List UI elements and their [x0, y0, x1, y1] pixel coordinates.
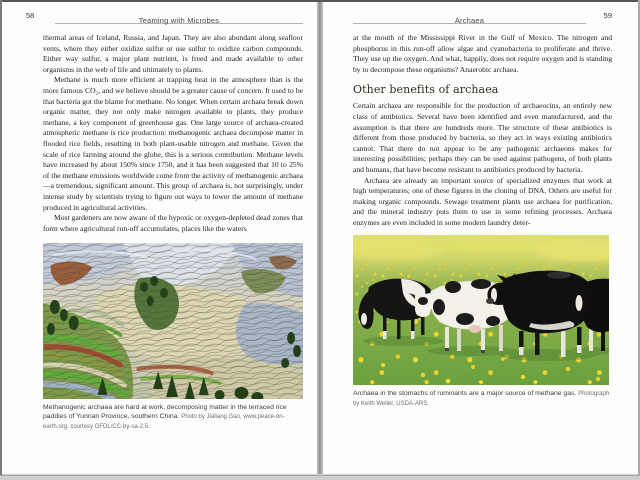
header-rule-right: [353, 10, 586, 24]
caption-text: Archaea in the stomachs of ruminants are a major source of methane gas.: [353, 389, 577, 397]
paragraph: Certain archaea are responsible for the production of archaeocins, an entirely new class of antibiotics. Several have been identified and even manufactured, and the assumption is that there are hundreds more. The structure of these antibiotics is different from those produced by bacteria, so they act in ways existing antibiotics cannot. That there do not appear to be any pathogenic archaeons makes for interesting possibilities; perhaps they can be used against pathogens, of both plants and humans, that have become resistant to antibiotics produced by bacteria.: [353, 101, 612, 174]
running-header-right: [353, 10, 612, 24]
caption-text: Methanogenic archaea are hard at work, decomposing matter in the terraced rice paddies of Yunnan Province, southern China.: [43, 404, 287, 421]
page-number-left: 58: [26, 11, 35, 20]
spread-bottom-edge: [0, 475, 640, 480]
paragraph: Most gardeners are now aware of the hypoxic or oxygen-depleted dead zones that form where agricultural run-off accumulates, places like the waters: [43, 213, 303, 233]
paragraph: at the mouth of the Mississippi River in the Gulf of Mexico. The nitrogen and phosphorus in this run-off allow algae and cyanobacteria to proliferate and thrive. They use up the oxygen. And what, happily, does not require oxygen and is standing by to decompose these organisms? Anaerobic archaea.: [353, 33, 612, 74]
figure-terraces: [43, 243, 303, 432]
header-rule-left: [55, 10, 303, 24]
running-head-title-left: Teaming with Microbes: [138, 16, 220, 25]
page-left: [2, 2, 317, 474]
terraced-rice-paddies-photo: [43, 243, 303, 399]
figure-cows: [353, 235, 612, 409]
page-right: [323, 2, 638, 474]
body-text-right: [353, 33, 612, 229]
cows-in-field-photo: [353, 235, 609, 385]
paragraph: thermal areas of Iceland, Russia, and Japan. They are also abundant along seafloor vents, where they either oxidize sulfur or use sulfur to oxidize carbon compounds. Either way sulfur, a major plant nutrient, is freed and made available to other organisms in the web of life and ultimately to plants.: [43, 33, 303, 74]
figure-caption-left: [43, 403, 303, 432]
page-number-right: 59: [603, 11, 612, 20]
figure-caption-right: [353, 389, 612, 409]
running-header-left: [26, 10, 303, 25]
caption-credit: Photograph by Keith Weller, USDA-ARS.: [353, 390, 610, 407]
paragraph: Methane is much more efficient at trapping heat in the atmosphere than is the more famous CO₂, and we believe should be a greater cause of concern. It used to be that bacteria got the blame for methane. No longer. When certain archaea break down organic matter, they not only make nitrogen available to plants, they produce methane, a key component of greenhouse gas. One large source of archaea-created atmospheric methane is rice production: methanogenic archaea decompose matter in flooded rice fields, resulting in both plant-usable nitrogen and methane. Given the scale of rice farming around the globe, this is a serious contribution. Methane levels have increased by about 150% since 1750, and it has been suggested that 10 to 25% of the methane emissions worldwide come from the activity of methanogenic archaea—a tremendous, significant amount. This group of archaea is, not surprisingly, under intense study by scientists trying to figure out ways to lower the amount of methane produced in agricultural activities.: [43, 75, 303, 212]
caption-credit: Photo by Jialiang Gao, www.peace-on-earth.org, courtesy GFDL/CC-by-sa-2.5.: [43, 414, 285, 431]
section-heading: Other benefits of archaea: [353, 83, 499, 97]
running-head-title-right: Archaea: [454, 16, 485, 25]
body-text-left: [43, 33, 303, 234]
paragraph: Archaea are already an important source of specialized enzymes that work at high temperatures; one of these figures in the cloning of DNA. Others are useful for making organic compounds. Sewage treatment plants use archaea for purification, and the mineral industry puts them to use in some refining processes. Archaea enzymes are even included in some modern laundry deter-: [353, 175, 612, 227]
